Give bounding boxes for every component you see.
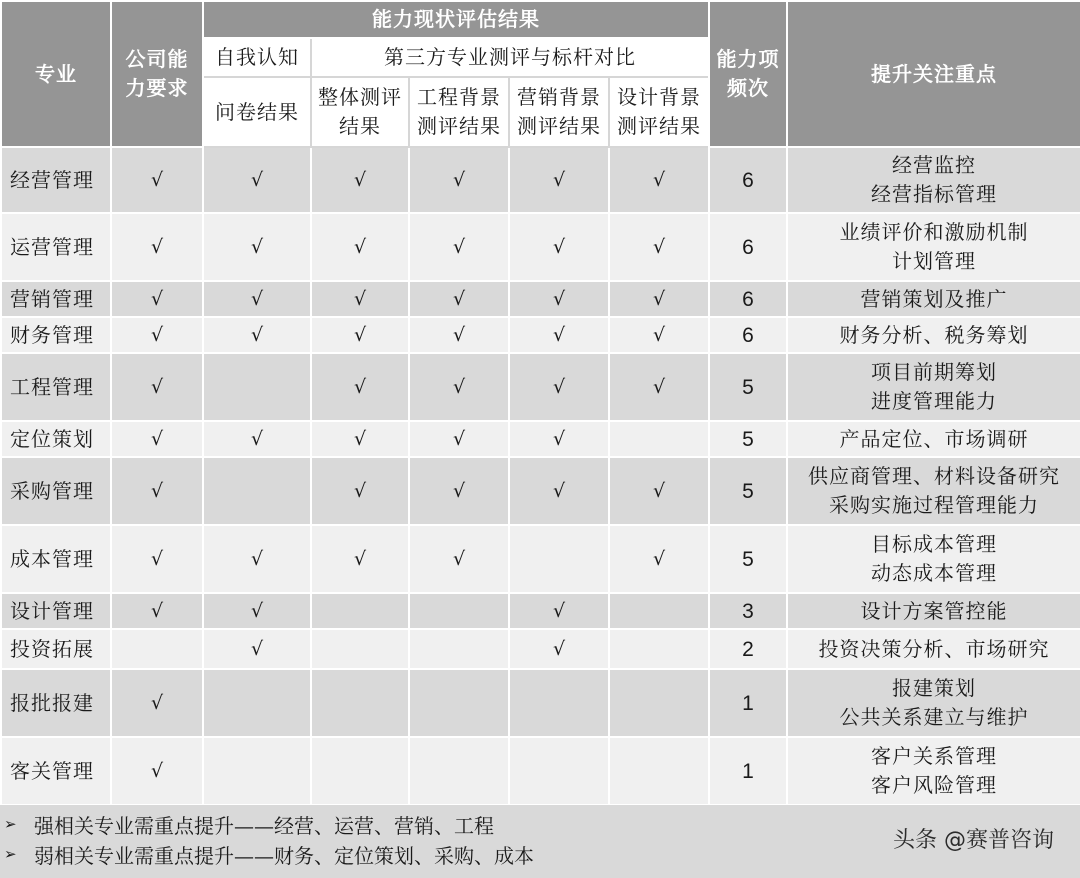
check-cell <box>509 669 609 737</box>
checkmark-icon: √ <box>150 169 164 191</box>
checkmark-icon: √ <box>452 480 466 502</box>
table-row <box>1 421 1080 457</box>
check-cell <box>609 147 709 213</box>
header-major: 专业 <box>1 1 111 147</box>
check-cell <box>609 281 709 317</box>
focus-cell <box>787 421 1080 457</box>
focus-line: 设计方案管控能 <box>860 598 1008 623</box>
focus-line: 目标成本管理 <box>871 532 997 556</box>
focus-line: 产品定位、市场调研 <box>839 426 1029 451</box>
focus-cell <box>787 525 1080 593</box>
check-cell <box>509 525 609 593</box>
check-cell <box>203 593 311 629</box>
checkmark-icon: √ <box>552 480 566 502</box>
table-row <box>1 525 1080 593</box>
major-name: 经营管理 <box>1 147 111 213</box>
checkmark-icon: √ <box>452 169 466 191</box>
checkmark-icon: √ <box>150 324 164 346</box>
checkmark-icon: √ <box>353 428 367 450</box>
focus-line: 经营监控 <box>892 153 976 177</box>
checkmark-icon: √ <box>353 324 367 346</box>
table-row <box>1 457 1080 525</box>
check-cell <box>311 281 409 317</box>
focus-line: 供应商管理、材料设备研究 <box>808 464 1060 488</box>
checkmark-icon: √ <box>652 288 666 310</box>
checkmark-icon: √ <box>552 376 566 398</box>
check-cell <box>609 421 709 457</box>
focus-cell <box>787 353 1080 421</box>
major-name: 定位策划 <box>1 421 111 457</box>
frequency-value: 3 <box>709 593 787 629</box>
frequency-value: 5 <box>709 353 787 421</box>
header-self-awareness: 自我认知 <box>203 38 311 77</box>
major-name: 成本管理 <box>1 525 111 593</box>
checkmark-icon: √ <box>150 236 164 258</box>
check-cell <box>509 457 609 525</box>
checkmark-icon: √ <box>452 376 466 398</box>
check-cell <box>311 525 409 593</box>
check-cell <box>203 281 311 317</box>
check-cell <box>409 147 509 213</box>
check-cell <box>111 593 203 629</box>
table-row <box>1 213 1080 281</box>
check-cell <box>609 629 709 669</box>
checkmark-icon: √ <box>150 548 164 570</box>
focus-cell <box>787 147 1080 213</box>
focus-line: 投资决策分析、市场研究 <box>818 636 1050 661</box>
check-cell <box>111 213 203 281</box>
focus-line: 采购实施过程管理能力 <box>829 493 1039 517</box>
note-text: 强相关专业需重点提升——经营、运营、营销、工程 <box>34 813 494 838</box>
check-cell <box>609 593 709 629</box>
checkmark-icon: √ <box>552 638 566 660</box>
check-cell <box>409 629 509 669</box>
check-cell <box>311 457 409 525</box>
checkmark-icon: √ <box>652 376 666 398</box>
major-name: 客关管理 <box>1 737 111 805</box>
check-cell <box>509 281 609 317</box>
check-cell <box>111 147 203 213</box>
focus-line: 项目前期筹划 <box>871 360 997 384</box>
table-row <box>1 147 1080 213</box>
focus-line: 客户关系管理 <box>871 744 997 768</box>
table-header <box>1 1 1080 147</box>
focus-line: 公共关系建立与维护 <box>839 705 1029 729</box>
major-name: 运营管理 <box>1 213 111 281</box>
header-third-party: 第三方专业测评与标杆对比 <box>311 38 709 77</box>
checkmark-icon: √ <box>150 760 164 782</box>
header-focus: 提升关注重点 <box>787 1 1080 147</box>
arrow-icon: ➢ <box>4 815 17 833</box>
focus-cell <box>787 213 1080 281</box>
check-cell <box>111 281 203 317</box>
frequency-value: 2 <box>709 629 787 669</box>
checkmark-icon: √ <box>652 548 666 570</box>
header-design: 设计背景 测评结果 <box>609 77 709 147</box>
check-cell <box>311 593 409 629</box>
frequency-value: 1 <box>709 669 787 737</box>
check-cell <box>311 213 409 281</box>
focus-cell <box>787 593 1080 629</box>
checkmark-icon: √ <box>652 236 666 258</box>
focus-line: 动态成本管理 <box>871 561 997 585</box>
header-marketing: 营销背景 测评结果 <box>509 77 609 147</box>
checkmark-icon: √ <box>353 376 367 398</box>
major-name: 设计管理 <box>1 593 111 629</box>
check-cell <box>409 213 509 281</box>
frequency-value: 5 <box>709 421 787 457</box>
major-name: 报批报建 <box>1 669 111 737</box>
check-cell <box>509 147 609 213</box>
major-name: 投资拓展 <box>1 629 111 669</box>
focus-cell <box>787 669 1080 737</box>
focus-cell <box>787 317 1080 353</box>
check-cell <box>509 213 609 281</box>
check-cell <box>409 525 509 593</box>
check-cell <box>203 421 311 457</box>
checkmark-icon: √ <box>552 169 566 191</box>
focus-cell <box>787 457 1080 525</box>
checkmark-icon: √ <box>353 169 367 191</box>
checkmark-icon: √ <box>150 428 164 450</box>
checkmark-icon: √ <box>452 324 466 346</box>
checkmark-icon: √ <box>150 288 164 310</box>
check-cell <box>311 147 409 213</box>
table-row <box>1 317 1080 353</box>
checkmark-icon: √ <box>452 236 466 258</box>
check-cell <box>409 421 509 457</box>
focus-cell <box>787 737 1080 805</box>
watermark: 头条 @赛普咨询 <box>893 828 1054 853</box>
check-cell <box>203 629 311 669</box>
focus-line: 财务分析、税务筹划 <box>839 322 1029 347</box>
check-cell <box>311 737 409 805</box>
check-cell <box>111 353 203 421</box>
checkmark-icon: √ <box>250 169 264 191</box>
checkmark-icon: √ <box>150 600 164 622</box>
check-cell <box>311 317 409 353</box>
frequency-value: 5 <box>709 525 787 593</box>
check-cell <box>311 353 409 421</box>
table-row <box>1 353 1080 421</box>
checkmark-icon: √ <box>353 288 367 310</box>
header-questionnaire: 问卷结果 <box>203 77 311 147</box>
check-cell <box>609 737 709 805</box>
check-cell <box>111 669 203 737</box>
arrow-icon: ➢ <box>4 845 17 863</box>
major-name: 工程管理 <box>1 353 111 421</box>
major-name: 采购管理 <box>1 457 111 525</box>
table-body <box>1 147 1080 805</box>
major-name: 营销管理 <box>1 281 111 317</box>
checkmark-icon: √ <box>552 600 566 622</box>
check-cell <box>203 669 311 737</box>
checkmark-icon: √ <box>552 288 566 310</box>
check-cell <box>203 147 311 213</box>
header-engineering: 工程背景 测评结果 <box>409 77 509 147</box>
note-text: 弱相关专业需重点提升——财务、定位策划、采购、成本 <box>34 843 534 868</box>
check-cell <box>203 737 311 805</box>
check-cell <box>609 353 709 421</box>
check-cell <box>203 457 311 525</box>
table-row <box>1 593 1080 629</box>
check-cell <box>203 317 311 353</box>
frequency-value: 6 <box>709 317 787 353</box>
check-cell <box>409 593 509 629</box>
check-cell <box>509 593 609 629</box>
header-frequency: 能力项 频次 <box>709 1 787 147</box>
check-cell <box>609 457 709 525</box>
checkmark-icon: √ <box>250 288 264 310</box>
checkmark-icon: √ <box>250 638 264 660</box>
header-company-requirement: 公司能 力要求 <box>111 1 203 147</box>
check-cell <box>311 669 409 737</box>
header-assessment: 能力现状评估结果 <box>203 1 709 38</box>
checkmark-icon: √ <box>652 480 666 502</box>
check-cell <box>609 525 709 593</box>
check-cell <box>409 457 509 525</box>
table-row <box>1 281 1080 317</box>
check-cell <box>509 629 609 669</box>
check-cell <box>409 353 509 421</box>
focus-line: 业绩评价和激励机制 <box>839 220 1029 244</box>
focus-line: 报建策划 <box>892 676 976 700</box>
checkmark-icon: √ <box>150 376 164 398</box>
checkmark-icon: √ <box>452 288 466 310</box>
checkmark-icon: √ <box>250 428 264 450</box>
focus-cell <box>787 629 1080 669</box>
check-cell <box>509 737 609 805</box>
focus-line: 计划管理 <box>892 249 976 273</box>
checkmark-icon: √ <box>250 548 264 570</box>
check-cell <box>111 457 203 525</box>
checkmark-icon: √ <box>552 324 566 346</box>
checkmark-icon: √ <box>652 324 666 346</box>
frequency-value: 6 <box>709 213 787 281</box>
frequency-value: 1 <box>709 737 787 805</box>
checkmark-icon: √ <box>552 428 566 450</box>
checkmark-icon: √ <box>250 236 264 258</box>
check-cell <box>203 353 311 421</box>
check-cell <box>409 281 509 317</box>
check-cell <box>409 737 509 805</box>
checkmark-icon: √ <box>452 548 466 570</box>
checkmark-icon: √ <box>353 548 367 570</box>
frequency-value: 6 <box>709 147 787 213</box>
major-name: 财务管理 <box>1 317 111 353</box>
focus-line: 经营指标管理 <box>871 182 997 206</box>
check-cell <box>311 421 409 457</box>
checkmark-icon: √ <box>150 480 164 502</box>
table-row <box>1 737 1080 805</box>
checkmark-icon: √ <box>250 600 264 622</box>
check-cell <box>609 213 709 281</box>
check-cell <box>203 525 311 593</box>
header-overall: 整体测评 结果 <box>311 77 409 147</box>
focus-cell <box>787 281 1080 317</box>
frequency-value: 6 <box>709 281 787 317</box>
checkmark-icon: √ <box>150 692 164 714</box>
focus-line: 客户风险管理 <box>871 773 997 797</box>
check-cell <box>111 525 203 593</box>
frequency-value: 5 <box>709 457 787 525</box>
table-row <box>1 669 1080 737</box>
focus-line: 进度管理能力 <box>871 389 997 413</box>
check-cell <box>509 421 609 457</box>
check-cell <box>609 317 709 353</box>
check-cell <box>203 213 311 281</box>
check-cell <box>509 317 609 353</box>
check-cell <box>311 629 409 669</box>
check-cell <box>111 421 203 457</box>
focus-line: 营销策划及推广 <box>860 286 1008 311</box>
checkmark-icon: √ <box>353 236 367 258</box>
checkmark-icon: √ <box>452 428 466 450</box>
check-cell <box>509 353 609 421</box>
check-cell <box>111 629 203 669</box>
check-cell <box>111 317 203 353</box>
check-cell <box>609 669 709 737</box>
checkmark-icon: √ <box>353 480 367 502</box>
checkmark-icon: √ <box>250 324 264 346</box>
check-cell <box>111 737 203 805</box>
table-row <box>1 629 1080 669</box>
checkmark-icon: √ <box>652 169 666 191</box>
checkmark-icon: √ <box>552 236 566 258</box>
check-cell <box>409 317 509 353</box>
check-cell <box>409 669 509 737</box>
